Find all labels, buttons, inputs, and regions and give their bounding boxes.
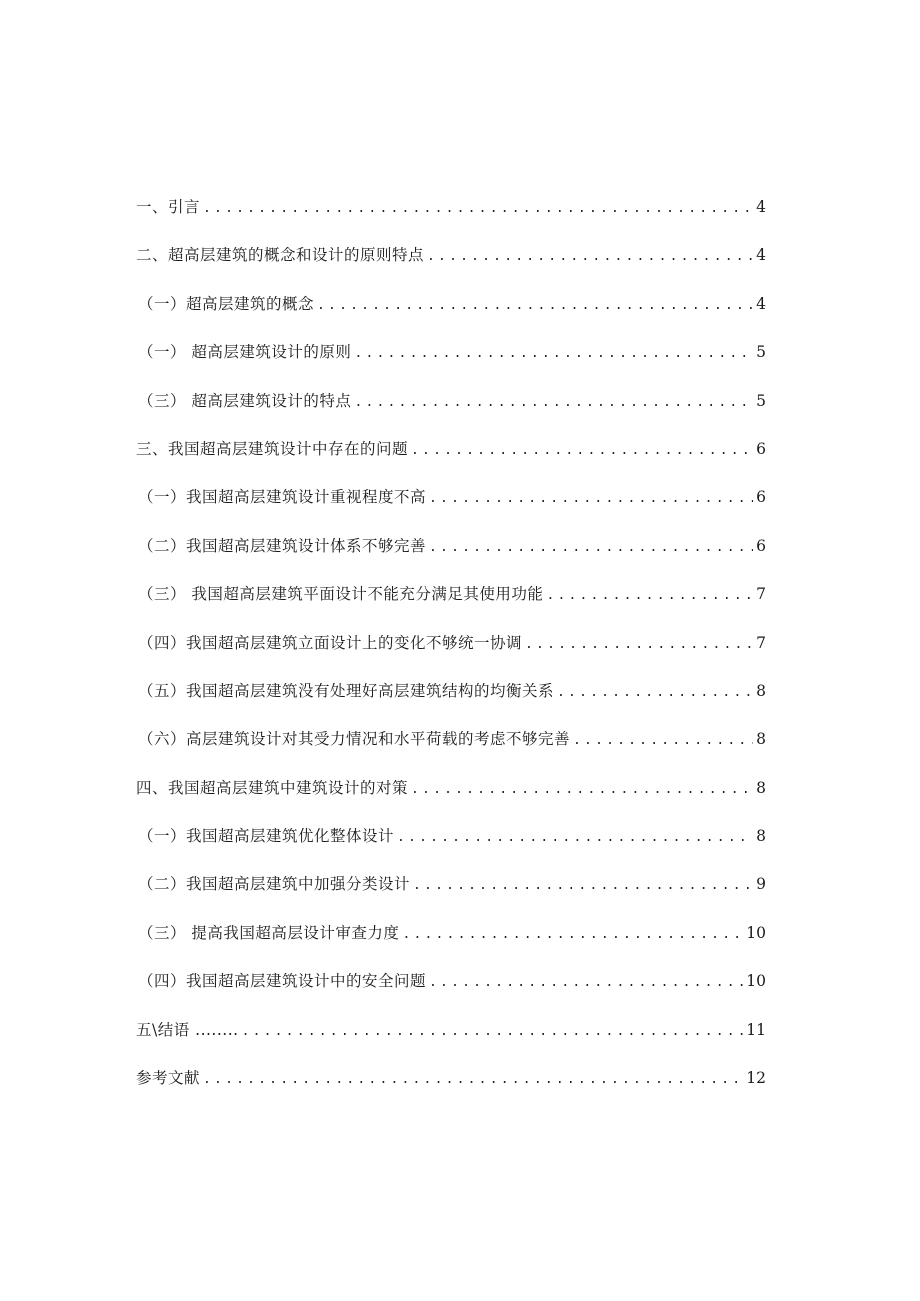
toc-page-number: 9: [756, 875, 766, 894]
toc-dot-leader: [397, 827, 753, 849]
toc-entry[interactable]: [136, 390, 766, 438]
toc-page-number: 6: [756, 439, 766, 458]
toc-dot-leader: [354, 392, 753, 414]
toc-entry-title: （一）超高层建筑的概念: [138, 294, 315, 313]
toc-dot-leader: [573, 730, 753, 752]
toc-entry[interactable]: [136, 680, 766, 728]
toc-dot-leader: [317, 295, 753, 317]
toc-entry-title: （二）我国超高层建筑设计体系不够完善: [138, 536, 427, 555]
toc-page-number: 7: [756, 633, 766, 652]
toc-entry[interactable]: [136, 293, 766, 341]
toc-entry[interactable]: [136, 1067, 766, 1115]
toc-dot-leader: [242, 1021, 744, 1043]
toc-page-number: 6: [756, 536, 766, 555]
toc-dot-leader: [413, 875, 753, 897]
toc-entry-title: 四、我国超高层建筑中建筑设计的对策: [136, 778, 409, 797]
toc-entry[interactable]: [136, 728, 766, 776]
toc-page-number: 10: [746, 923, 766, 942]
toc-dot-leader: [429, 972, 743, 994]
toc-page-number: 4: [756, 294, 766, 313]
toc-entry-title: （二）我国超高层建筑中加强分类设计: [138, 875, 411, 894]
toc-entry-title: 五\结语 ........: [136, 1020, 239, 1039]
toc-page-number: 11: [746, 1020, 766, 1039]
toc-page-number: 12: [746, 1069, 766, 1088]
toc-entry[interactable]: [136, 486, 766, 534]
toc-page-number: 8: [756, 778, 766, 797]
toc-dot-leader: [525, 634, 753, 656]
toc-dot-leader: [427, 246, 753, 268]
toc-dot-leader: [557, 682, 753, 704]
toc-entry[interactable]: [136, 535, 766, 583]
toc-entry-title: （五）我国超高层建筑没有处理好高层建筑结构的均衡关系: [138, 681, 555, 700]
toc-page-number: 4: [756, 198, 766, 216]
toc-page-number: 7: [756, 585, 766, 604]
toc-dot-leader: [203, 1069, 743, 1091]
toc-dot-leader: [354, 343, 753, 365]
toc-entry-title: 参考文献: [136, 1069, 201, 1088]
toc-dot-leader: [429, 488, 753, 510]
toc-page-number: 5: [756, 343, 766, 362]
toc-entry[interactable]: [136, 438, 766, 486]
toc-entry[interactable]: [136, 244, 766, 292]
toc-entry-title: 三、我国超高层建筑设计中存在的问题: [136, 439, 409, 458]
toc-entry-title: （一） 超高层建筑设计的原则: [138, 343, 352, 362]
toc-dot-leader: [429, 537, 753, 559]
toc-entry-title: （三） 我国超高层建筑平面设计不能充分满足其使用功能: [138, 585, 544, 604]
toc-entry[interactable]: [136, 632, 766, 680]
toc-entry-title: 二、超高层建筑的概念和设计的原则特点: [136, 246, 425, 265]
toc-entry-title: （一）我国超高层建筑优化整体设计: [138, 827, 395, 846]
toc-dot-leader: [203, 198, 753, 220]
toc-entry[interactable]: [136, 777, 766, 825]
toc-entry-title: （一）我国超高层建筑设计重视程度不高: [138, 488, 427, 507]
toc-entry[interactable]: [136, 970, 766, 1018]
toc-entry[interactable]: [136, 922, 766, 970]
toc-entry-title: （三） 超高层建筑设计的特点: [138, 391, 352, 410]
table-of-contents: [136, 196, 766, 1115]
toc-entry-title: （三） 提高我国超高层设计审查力度: [138, 923, 400, 942]
toc-page-number: 10: [746, 972, 766, 991]
toc-entry[interactable]: [136, 583, 766, 631]
toc-entry[interactable]: [136, 873, 766, 921]
toc-dot-leader: [411, 440, 753, 462]
toc-page-number: 8: [756, 681, 766, 700]
toc-entry-title: 一、引言: [136, 198, 201, 216]
toc-page-number: 4: [756, 246, 766, 265]
toc-entry[interactable]: [136, 1019, 766, 1067]
toc-page-number: 8: [756, 827, 766, 846]
toc-page-number: 8: [756, 730, 766, 749]
toc-entry[interactable]: [136, 825, 766, 873]
toc-entry-title: （六）高层建筑设计对其受力情况和水平荷载的考虑不够完善: [138, 730, 571, 749]
toc-dot-leader: [546, 585, 753, 607]
toc-entry[interactable]: [136, 196, 766, 244]
toc-page-number: 6: [756, 488, 766, 507]
toc-page-number: 5: [756, 391, 766, 410]
toc-dot-leader: [402, 924, 743, 946]
toc-dot-leader: [411, 779, 753, 801]
toc-entry-title: （四）我国超高层建筑设计中的安全问题: [138, 972, 427, 991]
toc-entry-title: （四）我国超高层建筑立面设计上的变化不够统一协调: [138, 633, 523, 652]
toc-entry[interactable]: [136, 341, 766, 389]
